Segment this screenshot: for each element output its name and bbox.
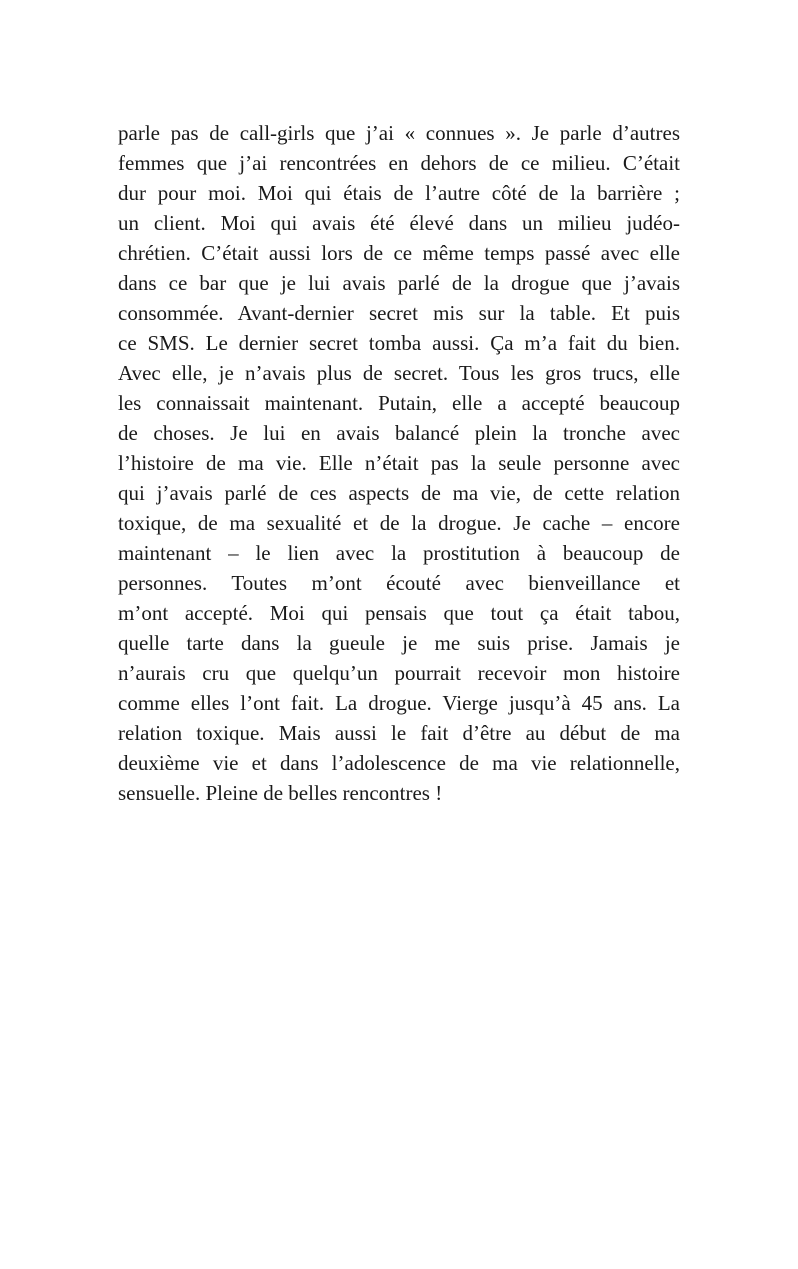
text-line: dur pour moi. Moi qui étais de l’autre côté de la barrière ; [118, 181, 680, 205]
text-line: comme elles l’ont fait. La drogue. Vierge jusqu’à 45 ans. La [118, 691, 680, 715]
text-line: maintenant – le lien avec la prostitution à beaucoup de [118, 541, 680, 565]
text-line: relation toxique. Mais aussi le fait d’être au début de ma [118, 721, 680, 745]
text-line: parle pas de call-girls que j’ai « connues ». Je parle d’autres [118, 121, 680, 145]
text-line: femmes que j’ai rencontrées en dehors de ce milieu. C’était [118, 151, 680, 175]
text-line: chrétien. C’était aussi lors de ce même temps passé avec elle [118, 241, 680, 265]
text-line-last: sensuelle. Pleine de belles rencontres ! [118, 781, 443, 805]
text-line: dans ce bar que je lui avais parlé de la drogue que j’avais [118, 271, 680, 295]
text-line: un client. Moi qui avais été élevé dans un milieu judéo- [118, 211, 680, 235]
text-line: consommée. Avant-dernier secret mis sur la table. Et puis [118, 301, 680, 325]
text-line: n’aurais cru que quelqu’un pourrait recevoir mon histoire [118, 661, 680, 685]
text-line: deuxième vie et dans l’adolescence de ma vie relationnelle, [118, 751, 680, 775]
text-line: toxique, de ma sexualité et de la drogue. Je cache – encore [118, 511, 680, 535]
text-line: l’histoire de ma vie. Elle n’était pas la seule personne avec [118, 451, 680, 475]
text-line: les connaissait maintenant. Putain, elle a accepté beaucoup [118, 391, 680, 415]
text-line: personnes. Toutes m’ont écouté avec bienveillance et [118, 571, 680, 595]
text-line: m’ont accepté. Moi qui pensais que tout ça était tabou, [118, 601, 680, 625]
text-line: Avec elle, je n’avais plus de secret. Tous les gros trucs, elle [118, 361, 680, 385]
text-line: de choses. Je lui en avais balancé plein la tronche avec [118, 421, 680, 445]
text-line: ce SMS. Le dernier secret tomba aussi. Ça m’a fait du bien. [118, 331, 680, 355]
body-paragraph [118, 118, 680, 808]
text-line: qui j’avais parlé de ces aspects de ma vie, de cette relation [118, 481, 680, 505]
text-line: quelle tarte dans la gueule je me suis prise. Jamais je [118, 631, 680, 655]
